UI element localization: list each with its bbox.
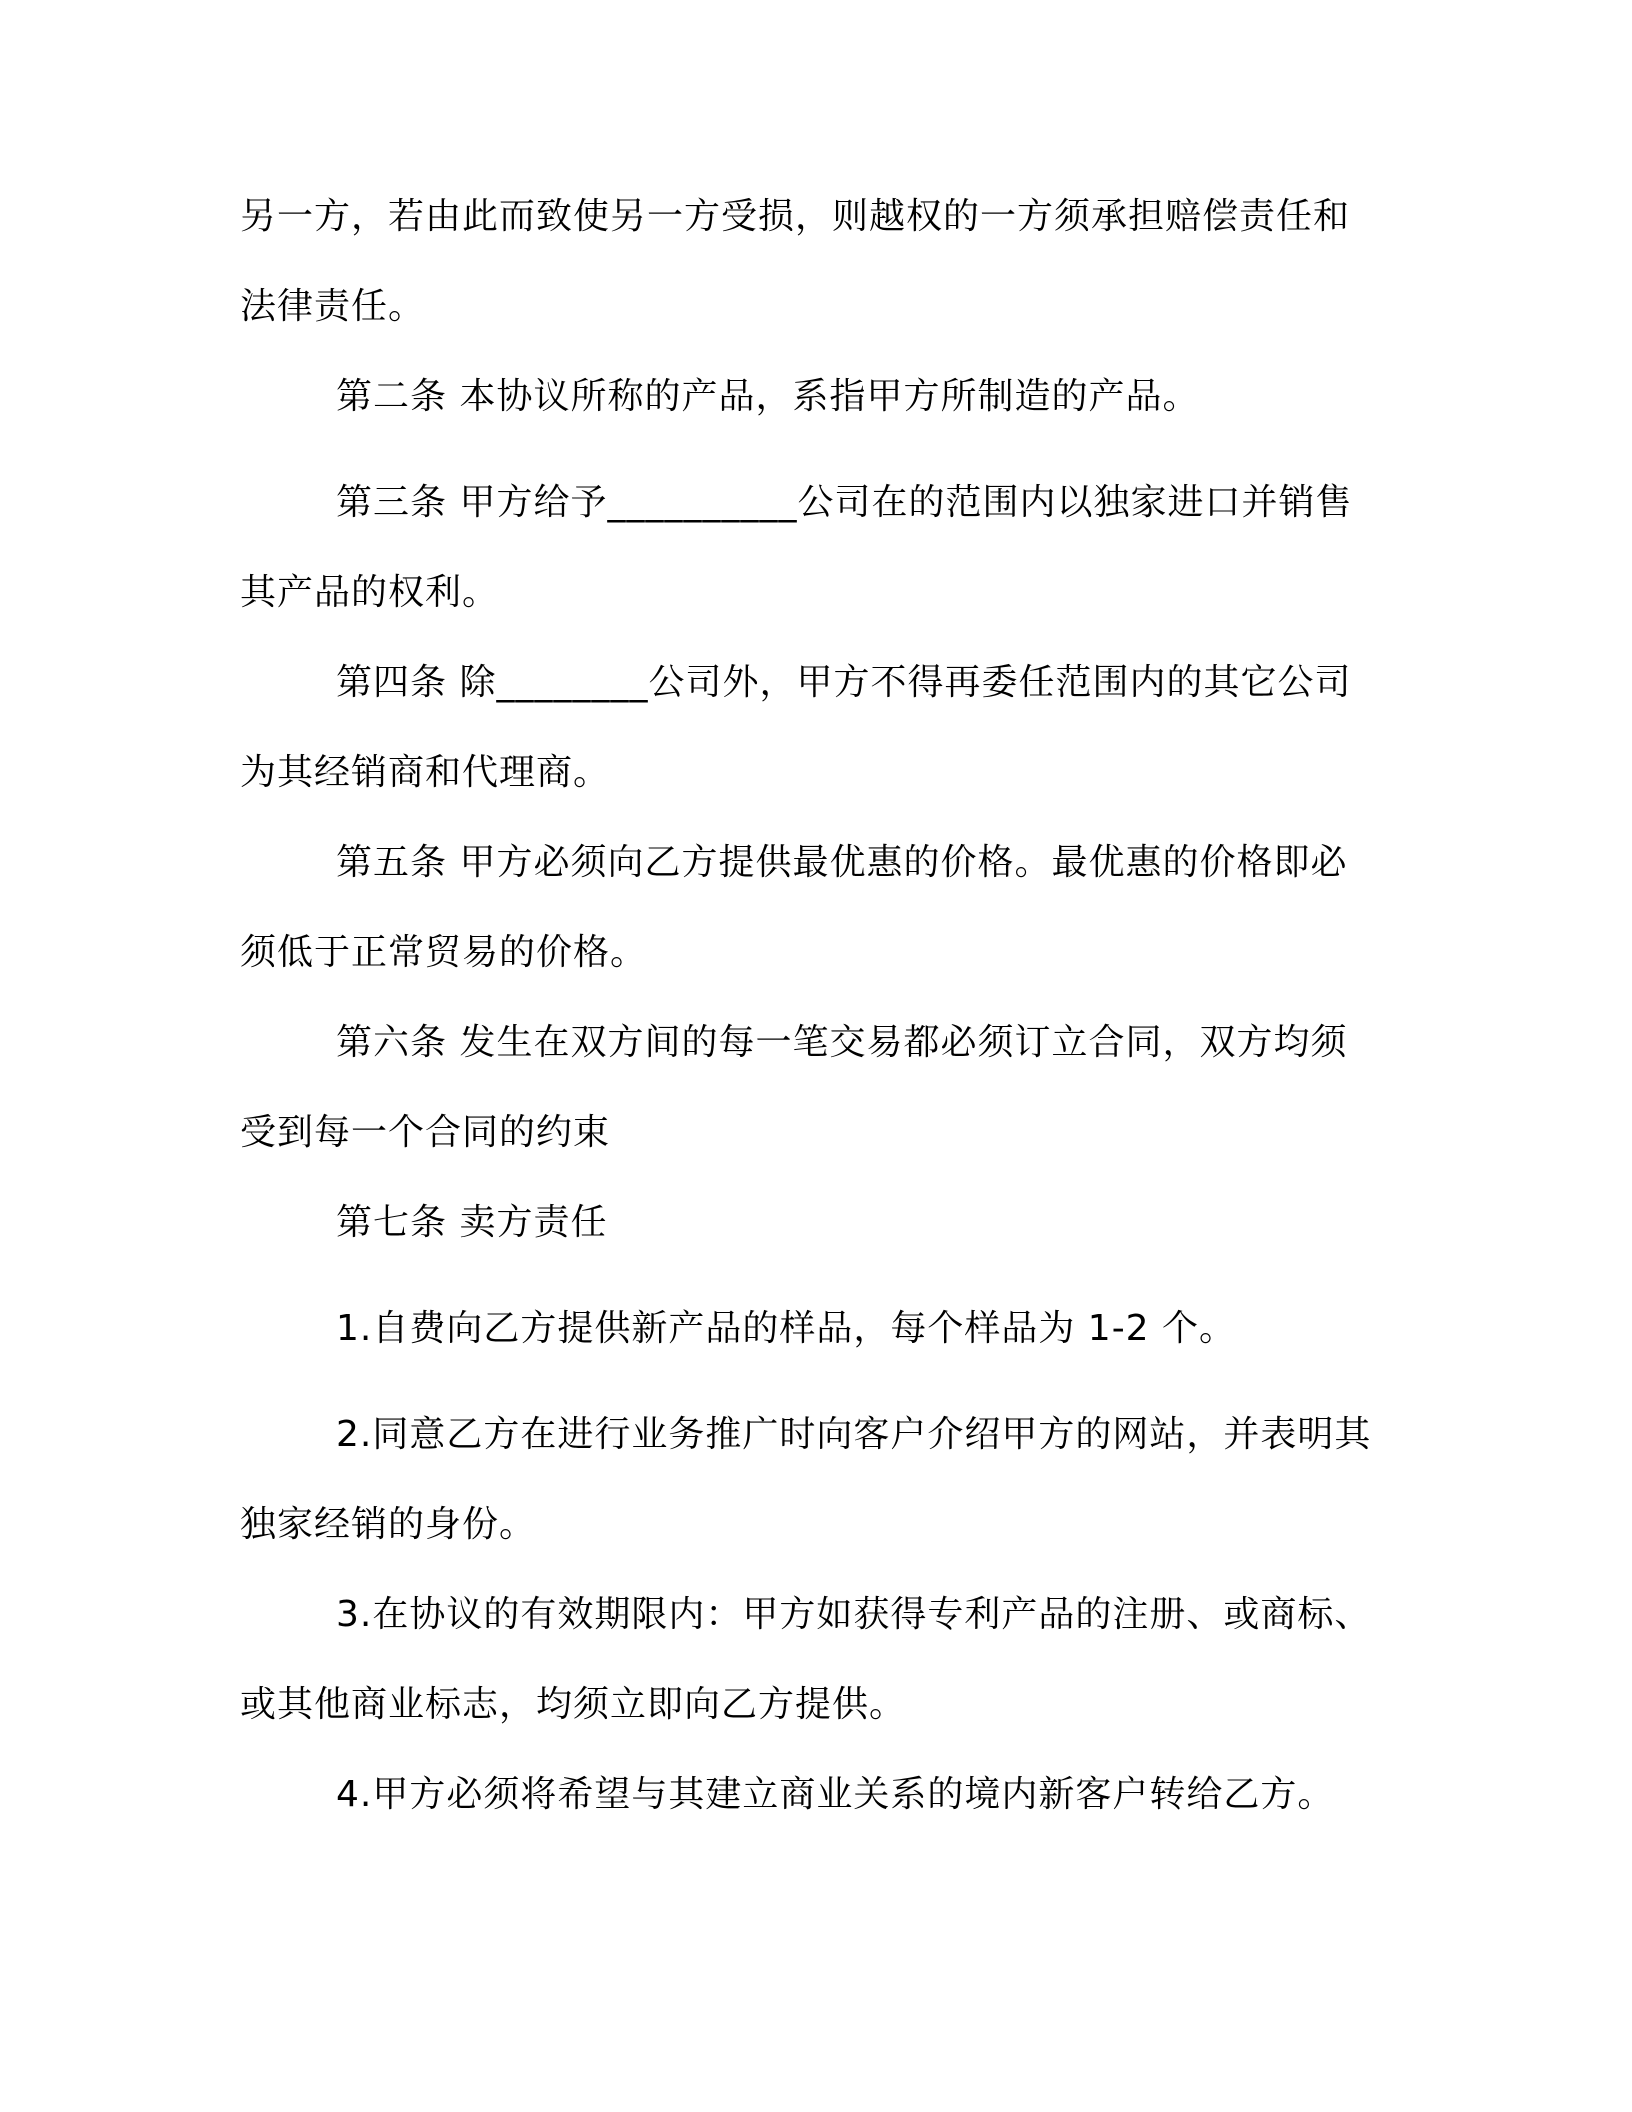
paragraph-article-2: 第二条 本协议所称的产品，系指甲方所制造的产品。: [336, 376, 1200, 417]
paragraph-article-7-heading: 第七条 卖方责任: [336, 1202, 608, 1243]
list-item-2: 2.同意乙方在进行业务推广时向客户介绍甲方的网站，并表明其独家经销的身份。: [240, 1414, 1372, 1545]
paragraph-continuation: 另一方，若由此而致使另一方受损，则越权的一方须承担赔偿责任和法律责任。: [240, 196, 1351, 327]
paragraph-article-6: 第六条 发生在双方间的每一笔交易都必须订立合同，双方均须受到每一个合同的约束: [240, 1022, 1348, 1153]
list-item-4: 4.甲方必须将希望与其建立商业关系的境内新客户转给乙方。: [336, 1774, 1335, 1815]
list-item-3: 3.在协议的有效期限内：甲方如获得专利产品的注册、或商标、或其他商业标志，均须立即向乙方提供。: [240, 1594, 1372, 1725]
paragraph-article-3: 第三条 甲方给予__________公司在的范围内以独家进口并销售其产品的权利。: [240, 482, 1353, 613]
list-item-1: 1.自费向乙方提供新产品的样品，每个样品为 1-2 个。: [336, 1308, 1237, 1349]
paragraph-article-5: 第五条 甲方必须向乙方提供最优惠的价格。最优惠的价格即必须低于正常贸易的价格。: [240, 842, 1348, 973]
paragraph-article-4: 第四条 除________公司外，甲方不得再委任范围内的其它公司为其经销商和代理商。: [240, 662, 1352, 793]
